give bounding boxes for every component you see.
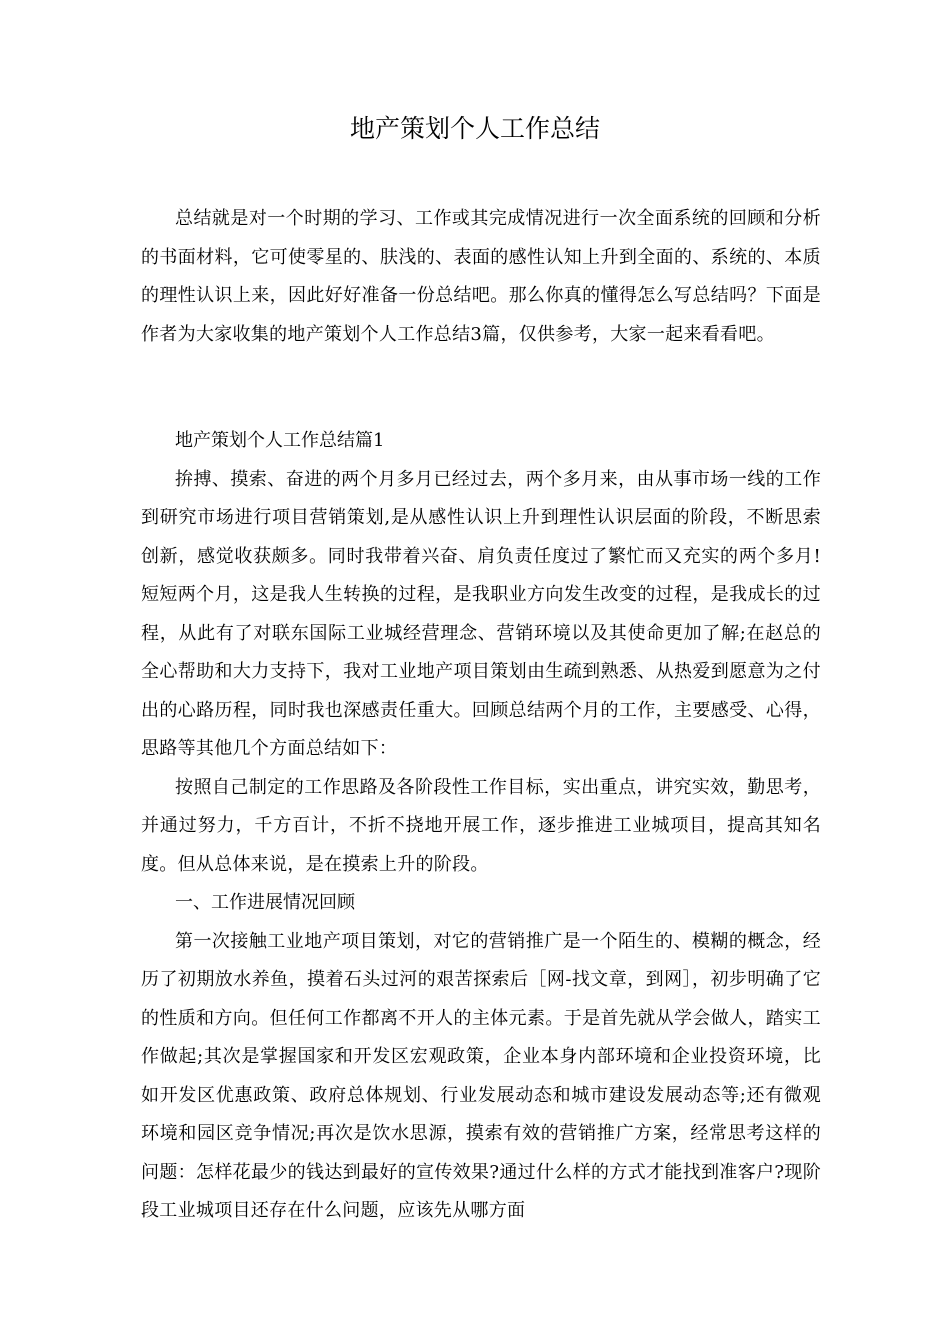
body-paragraph: 第一次接触工业地产项目策划，对它的营销推广是一个陌生的、模糊的概念，经历了初期放水养鱼，摸着石头过河的艰苦探索后［网-找文章，到网］，初步明确了它的性质和方向。但任何工作都离不开人的主体元素。于是首先就从学会做人，踏实工作做起;其次是掌握国家和开发区宏观政策，企业本身内部环境和企业投资环境，比如开发区优惠政策、政府总体规划、行业发展动态和城市建设发展动态等;还有微观环境和园区竞争情况;再次是饮水思源，摸索有效的营销推广方案，经常思考这样的问题：怎样花最少的钱达到最好的宣传效果?通过什么样的方式才能找到准客户?现阶段工业城项目还存在什么问题，应该先从哪方面 [141,930,821,1221]
intro-paragraph: 总结就是对一个时期的学习、工作或其完成情况进行一次全面系统的回顾和分析的书面材料，它可使零星的、肤浅的、表面的感性认知上升到全面的、系统的、本质的理性认识上来，因此好好准备一份总结吧。那么你真的懂得怎么写总结吗？下面是作者为大家收集的地产策划个人工作总结3篇，仅供参考，大家一起来看看吧。 [141,208,821,345]
body-paragraph: 按照自己制定的工作思路及各阶段性工作目标，实出重点，讲究实效，勤思考，并通过努力，千方百计，不折不挠地开展工作，逐步推进工业城项目，提高其知名度。但从总体来说，是在摸索上升的阶段。 [141,776,821,875]
subsection-heading: 一、工作进展情况回顾 [175,892,355,913]
section-heading: 地产策划个人工作总结篇1 [175,430,385,451]
body-paragraph: 拚搏、摸索、奋进的两个月多月已经过去，两个多月来，由从事市场一线的工作到研究市场进行项目营销策划,是从感性认识上升到理性认识层面的阶段，不断思索创新，感觉收获颇多。同时我带着兴奋、肩负责任度过了繁忙而又充实的两个多月!短短两个月，这是我人生转换的过程，是我职业方向发生改变的过程，是我成长的过程，从此有了对联东国际工业城经营理念、营销环境以及其使命更加了解;在赵总的全心帮助和大力支持下，我对工业地产项目策划由生疏到熟悉、从热爱到愿意为之付出的心路历程，同时我也深感责任重大。回顾总结两个月的工作，主要感受、心得，思路等其他几个方面总结如下： [141,468,821,759]
section-1 [141,422,821,1231]
document-title: 地产策划个人工作总结 [349,114,600,143]
intro-block [141,200,821,354]
